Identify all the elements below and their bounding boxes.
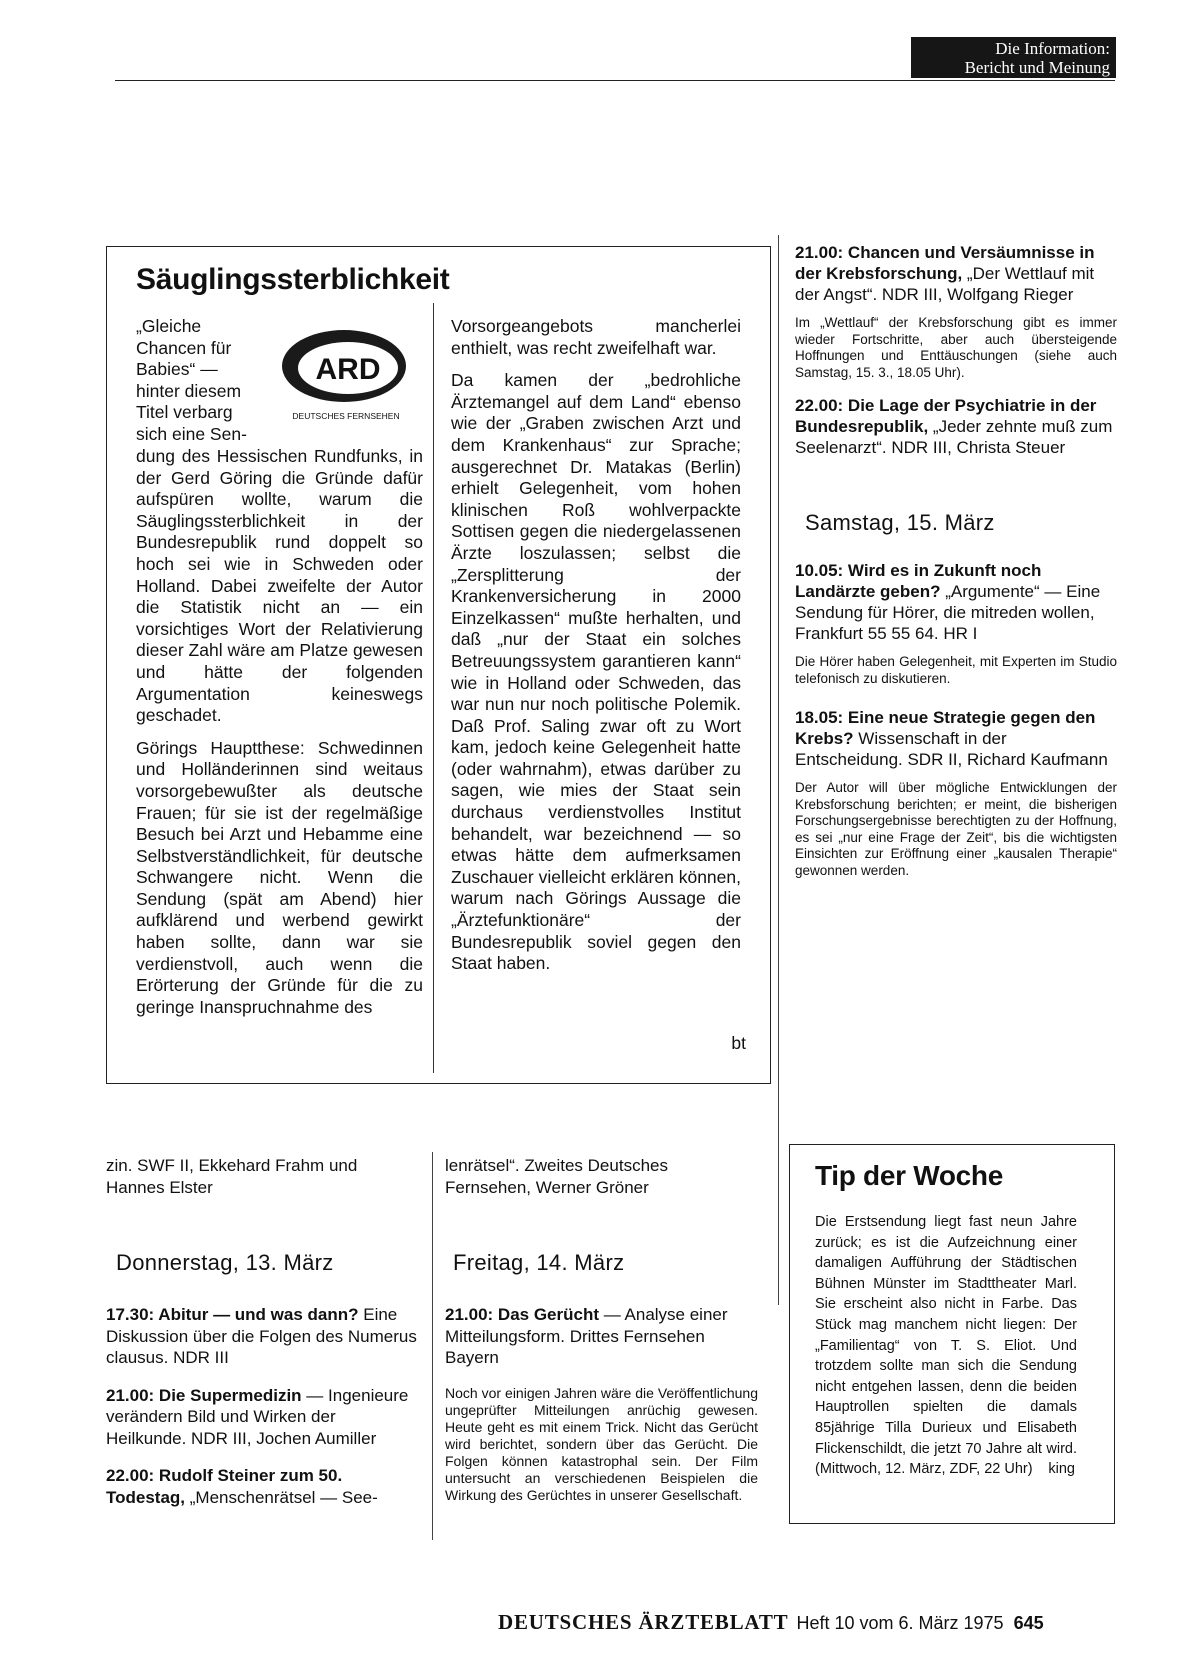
logo-line-5: Titel verbarg	[136, 402, 233, 423]
program-entry-rest: Wissenschaft in der Entscheidung. SDR II, Richard Kaufmann	[795, 729, 1108, 769]
day-heading-friday: Freitag, 14. März	[453, 1250, 625, 1275]
right-column	[795, 242, 1117, 893]
program-entry-rest: „Argumente“ — Eine Sendung für Hörer, die mitreden wollen, Frankfurt 55 55 64. HR I	[795, 582, 1101, 643]
program-entry	[795, 707, 1117, 770]
bottom-column-rule	[432, 1152, 433, 1540]
program-note: Noch vor einigen Jahren wäre die Veröffentlichung ungeprüfter Mitteilungen anrüchig gewesen. Heute geht es mit einem Trick. Nicht das Gerücht wird berichtet, sondern über das Gerücht. Die Folgen können katastrophal sein. Der Film untersucht an verschiedenen Beispielen die Wirkung des Gerüchtes in unserer Gesellschaft.	[445, 1384, 758, 1503]
program-entry-rest: — Analyse einer Mitteilungsform. Drittes Fernsehen Bayern	[445, 1305, 728, 1367]
program-entry-head: 21.00: Chancen und Versäumnisse in der Krebsforschung,	[795, 243, 1095, 283]
logo-line-6: sich eine Sen-	[136, 423, 247, 444]
tip-signature: king	[1048, 1461, 1075, 1478]
continuation-text: zin. SWF II, Ekkehard Frahm und Hannes Elster	[106, 1156, 358, 1197]
tip-title: Tip der Woche	[815, 1160, 1003, 1191]
journal-name: DEUTSCHES ÄRZTEBLATT	[498, 1610, 789, 1634]
article-title: Säuglingssterblichkeit	[136, 263, 450, 296]
program-entry-rest: „Der Wettlauf mit der Angst“. NDR III, Wolfgang Rieger	[795, 264, 1095, 304]
program-entry-head: 21.00: Das Gerücht	[445, 1305, 600, 1324]
program-entry-head: 18.05: Eine neue Strategie gegen den Krebs?	[795, 708, 1096, 748]
right-column-rule	[778, 235, 779, 1305]
section-label-line2: Bericht und Meinung	[964, 58, 1110, 77]
ard-wordmark: ARD	[315, 353, 381, 386]
program-entry	[795, 395, 1117, 458]
program-entry-head: 10.05: Wird es in Zukunft noch Landärzte geben?	[795, 561, 1042, 601]
program-note: Im „Wettlauf“ der Krebsforschung gibt es immer wieder Fortschritte, aber auch übersteigende Hoffnungen und Enttäuschungen (siehe auch Samstag, 15. 3., 18.05 Uhr).	[795, 315, 1117, 380]
article-column-divider	[433, 303, 434, 1073]
program-entry-head: 21.00: Die Supermedizin	[106, 1385, 302, 1405]
section-label-line1: Die Information:	[995, 39, 1110, 58]
tip-body: Die Erstsendung liegt fast neun Jahre zurück; es ist die Aufzeichnung einer damaligen Aufführung der Städtischen Bühnen Münster im Stadttheater Marl. Sie erscheint also nicht in Farbe. Das Stück mag manchem nicht liegen: Der „Familientag“ von T. S. Eliot. Und trotzdem sollte man sich die Sendung nicht entgehen lassen, denn die beiden Hauptrollen spielten die damals 85jährige Tilla Durieux und Elisabeth Flickenschildt, die jetzt 70 Jahre alt wird. (Mittwoch, 12. März, ZDF, 22 Uhr)	[815, 1214, 1077, 1478]
logo-line-3: Babies“ —	[136, 359, 218, 380]
article-signature: bt	[731, 1033, 746, 1053]
logo-line-4: hinter diesem	[136, 380, 242, 401]
program-entry	[445, 1304, 758, 1369]
article-col1-p1: dung des Hessischen Rundfunks, in der Gerd Göring die Gründe dafür aufspüren wollte, warum die Säuglingssterblichkeit in der Bundesrepublik rund doppelt so hoch sei wie in Schweden oder Holland. Dabei zweifelte der Autor die Statistik nicht an — ein vorsichtiges Wort der Relativierung dieser Zahl wäre am Platze gewesen und hätte der folgenden Argumentation keineswegs geschadet.	[136, 446, 423, 726]
article-col1	[136, 446, 423, 1029]
program-entry-rest: „Jeder zehnte muß zum Seelenarzt“. NDR III, Christa Steuer	[795, 417, 1113, 457]
header-rule	[115, 80, 1115, 81]
logo-line-2: Chancen für	[136, 337, 232, 358]
program-entry-head: 22.00: Die Lage der Psychiatrie in der Bundesrepublik,	[795, 396, 1097, 436]
bottom-middle-column	[445, 1155, 758, 1504]
continuation-text: lenrätsel“. Zweites Deutsches Fernsehen, Werner Gröner	[445, 1156, 668, 1197]
program-entry	[795, 242, 1117, 305]
program-entry-rest: Eine Diskussion über die Folgen des Numerus clausus. NDR III	[106, 1305, 417, 1367]
program-entry-head: 22.00: Rudolf Steiner zum 50. Todestag,	[106, 1466, 343, 1507]
program-entry-rest: „Menschenrätsel — See-	[185, 1487, 378, 1507]
article-col1-logo-lines	[136, 316, 267, 446]
page-number: 645	[1013, 1613, 1044, 1633]
ard-caption: DEUTSCHES FERNSEHEN	[292, 411, 400, 421]
day-heading-thursday: Donnerstag, 13. März	[116, 1250, 334, 1275]
article-col1-p2: Görings Hauptthese: Schwedinnen und Holländerinnen sind weitaus vorsorgebewußter als deutsche Frauen; für sie ist der regelmäßige Besuch bei Arzt und Hebamme eine Selbstverständlichkeit, für deutsche Schwangere nicht. Wenn die Sendung (spät am Abend) hier aufklärend und werbend gewirkt haben sollte, dann war sie verdienstvoll, auch wenn die Erörterung der Gründe für die zu geringe Inanspruchnahme des	[136, 737, 423, 1017]
program-note: Die Hörer haben Gelegenheit, mit Experten im Studio telefonisch zu diskutieren.	[795, 654, 1117, 686]
section-label	[911, 37, 1116, 78]
bottom-left-column	[106, 1155, 420, 1524]
day-heading-saturday: Samstag, 15. März	[805, 510, 995, 535]
program-entry	[795, 560, 1117, 644]
program-entry-rest: — Ingenieure verändern Bild und Wirken der Heilkunde. NDR III, Jochen Aumiller	[106, 1385, 409, 1448]
ard-logo	[270, 321, 422, 426]
page-footer	[498, 1610, 1044, 1635]
article-col2-p2: Da kamen der „bedrohliche Ärztemangel auf dem Land“ ebenso wie der „Graben zwischen Arzt und dem Krankenhaus“ zur Sprache; ausgerechnet Dr. Matakas (Berlin) erhielt Gelegenheit, vom hohen klinischen Roß wohlverpackte Sottisen gegen die niedergelassenen Ärzte loszulassen; selbst die „Zersplitterung der Krankenversicherung in 2000 Einzelkassen“ mußte herhalten, und daß „nur der Staat ein solches Betreuungssystem garantieren kann“ wie in Holland oder Schweden, das war nun nur noch politische Polemik. Daß Prof. Saling zwar oft zu Wort kam, jedoch keine Gelegenheit hatte (oder wahrnahm), etwas darüber zu sagen, wie mies der Staat sein durchaus verdienstvolles Institut behandelt, war bezeichnend — so etwas hätte dem aufmerksamen Zuschauer vielleicht erklären können, warum nach Görings Aussage die „Ärztefunktionäre“ der Bundesrepublik soviel gegen den Staat haben.	[451, 370, 741, 974]
article-col2	[451, 316, 741, 986]
program-entry-head: 17.30: Abitur — und was dann?	[106, 1305, 359, 1324]
issue-info: Heft 10 vom 6. März 1975	[796, 1613, 1004, 1633]
program-note: Der Autor will über mögliche Entwicklungen der Krebsforschung berichten; er meint, die bisherigen Forschungsergebnisse berechtigten zu der Hoffnung, es sei „nur eine Frage der Zeit“, bis die wichtigsten Einsichten zur Eröffnung einer „kausalen Therapie“ gewonnen werden.	[795, 780, 1117, 878]
program-entry	[106, 1385, 420, 1450]
program-entry	[106, 1465, 420, 1508]
program-entry	[106, 1304, 420, 1369]
logo-line-1: „Gleiche	[136, 316, 202, 336]
tip-text	[815, 1212, 1077, 1480]
article-col2-p1: Vorsorgeangebots mancherlei enthielt, was recht zweifelhaft war.	[451, 316, 741, 358]
